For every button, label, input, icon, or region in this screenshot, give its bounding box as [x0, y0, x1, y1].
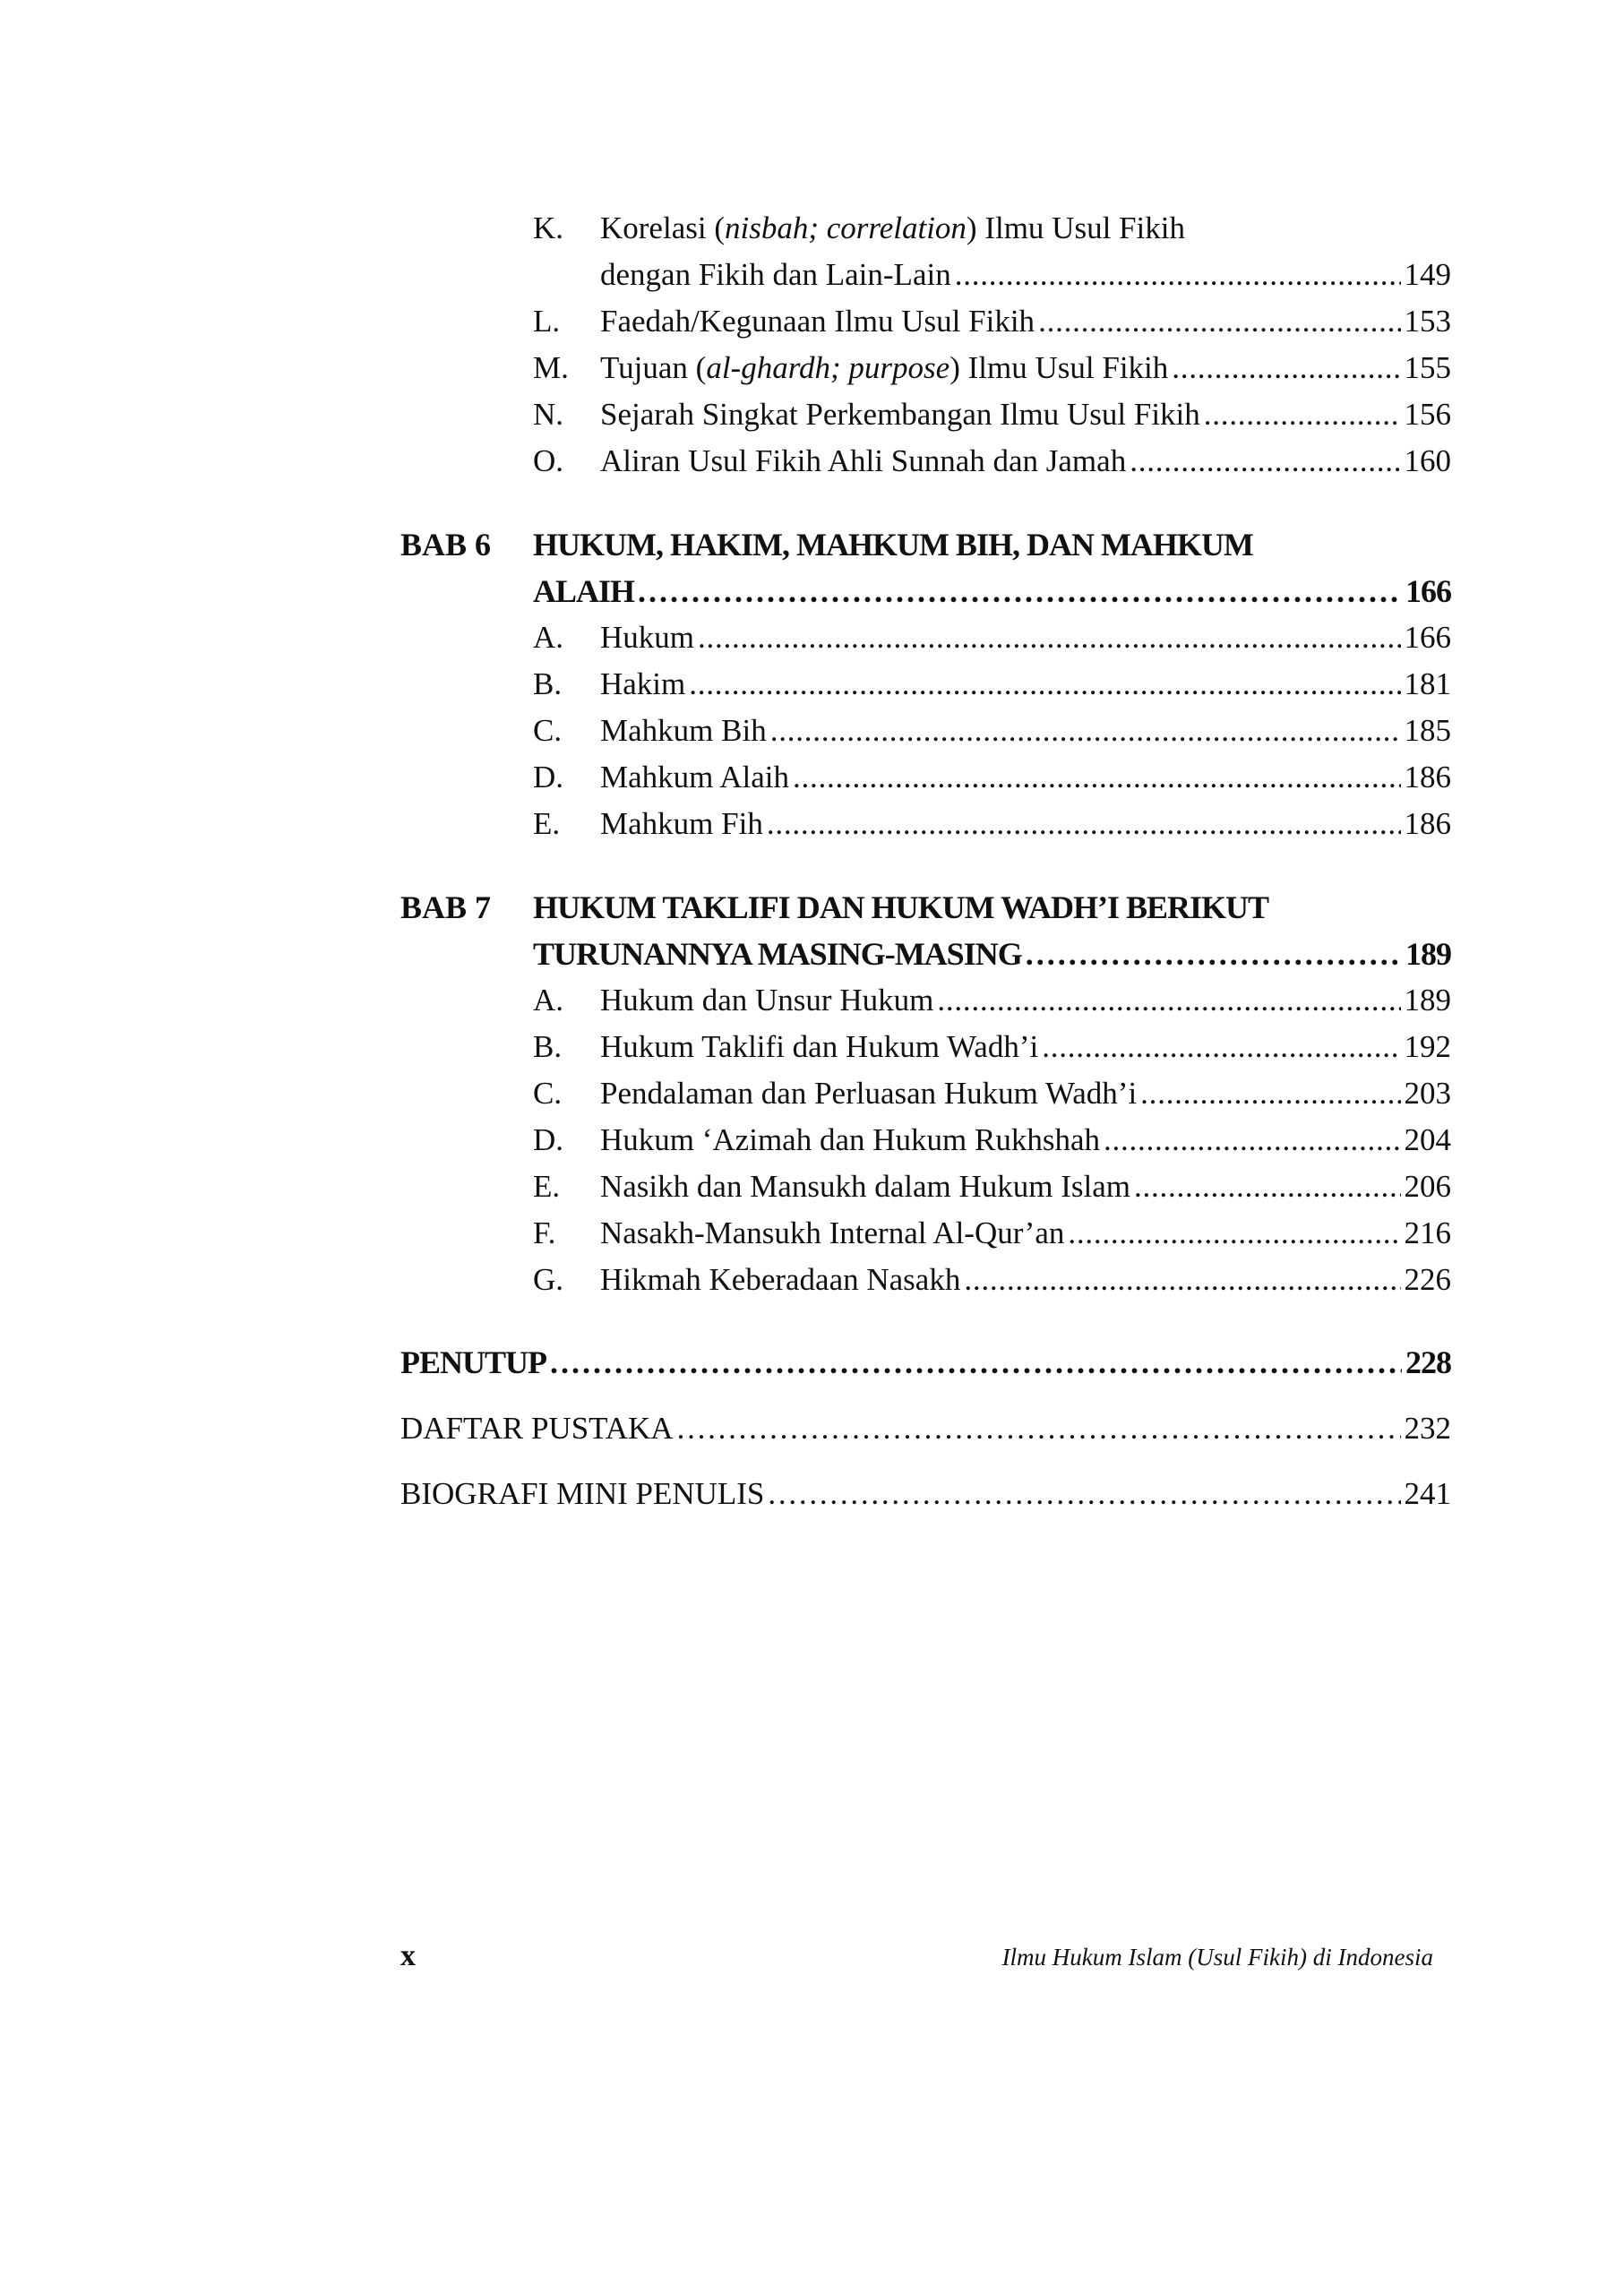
entry-title: Hukum — [600, 620, 694, 655]
entry-page: 216 — [1404, 1215, 1451, 1250]
entry-page: 186 — [1404, 760, 1451, 794]
entry-page: 186 — [1404, 806, 1451, 841]
entry-page: 204 — [1404, 1122, 1451, 1157]
entry-title: Nasikh dan Mansukh dalam Hukum Islam — [600, 1169, 1130, 1204]
entry-letter: O. — [533, 443, 564, 478]
entry-letter: C. — [533, 1076, 563, 1111]
toc-entry-k-cont — [600, 253, 1451, 297]
leader-dots — [793, 755, 1401, 800]
entry-page: 189 — [1404, 983, 1451, 1018]
entry-page: 166 — [1404, 620, 1451, 655]
entry-title: Hukum ‘Azimah dan Hukum Rukhshah — [600, 1122, 1100, 1157]
entry-letter: B. — [533, 1029, 563, 1064]
toc-entry-6c — [533, 709, 1451, 753]
toc-entry-7a — [533, 978, 1451, 1023]
entry-page: 203 — [1404, 1076, 1451, 1111]
leader-dots — [770, 709, 1401, 753]
entry-page: 192 — [1404, 1029, 1451, 1064]
leader-dots — [767, 802, 1401, 846]
entry-page: 226 — [1404, 1262, 1451, 1297]
entry-letter: E. — [533, 806, 561, 841]
chapter-page: 166 — [1405, 573, 1451, 609]
leader-dots — [1134, 1164, 1401, 1209]
leader-dots — [1068, 1211, 1400, 1256]
toc-biografi — [400, 1472, 1451, 1516]
leader-dots — [698, 615, 1401, 660]
toc-entry-n — [533, 392, 1451, 437]
leader-dots — [955, 253, 1401, 297]
entry-title: Mahkum Alaih — [600, 760, 789, 794]
leader-dots — [1042, 1025, 1400, 1069]
entry-letter: D. — [533, 760, 564, 794]
entry-page: 149 — [1404, 257, 1451, 292]
entry-page: 156 — [1404, 397, 1451, 432]
entry-title: Mahkum Fih — [600, 806, 763, 841]
entry-letter: N. — [533, 397, 564, 432]
leader-dots — [550, 1340, 1402, 1385]
toc-penutup — [400, 1340, 1451, 1385]
entry-page: 153 — [1404, 304, 1451, 339]
entry-page: 185 — [1404, 713, 1451, 748]
leader-dots — [1130, 439, 1400, 484]
entry-letter: A. — [533, 620, 564, 655]
toc-entry-k — [533, 206, 1451, 251]
entry-title: Hikmah Keberadaan Nasakh — [600, 1262, 961, 1297]
entry-title: BIOGRAFI MINI PENULIS — [400, 1476, 765, 1511]
toc-entry-m — [533, 346, 1451, 391]
leader-dots — [689, 662, 1400, 707]
entry-title: Aliran Usul Fikih Ahli Sunnah dan Jamah — [600, 443, 1127, 478]
toc-entry-7d — [533, 1118, 1451, 1163]
chapter-title-6: HUKUM, HAKIM, MAHKUM BIH, DAN MAHKUM — [533, 527, 1253, 563]
entry-letter: A. — [533, 983, 564, 1018]
chapter-title-7-cont — [533, 932, 1451, 976]
entry-page: 206 — [1404, 1169, 1451, 1204]
entry-title: Korelasi (nisbah; correlation) Ilmu Usul Fikih — [600, 210, 1185, 245]
toc-entry-7b — [533, 1025, 1451, 1069]
leader-dots — [1204, 392, 1401, 437]
leader-dots — [937, 978, 1400, 1023]
entry-page: 160 — [1404, 443, 1451, 478]
leader-dots — [677, 1406, 1401, 1451]
toc-daftar-pustaka — [400, 1406, 1451, 1451]
leader-dots — [1172, 346, 1400, 391]
entry-title: Mahkum Bih — [600, 713, 767, 748]
leader-dots — [768, 1472, 1400, 1516]
entry-title: Sejarah Singkat Perkembangan Ilmu Usul Fikih — [600, 397, 1200, 432]
chapter-title-7: HUKUM TAKLIFI DAN HUKUM WADH’I BERIKUT — [533, 889, 1269, 925]
toc-entry-7f — [533, 1211, 1451, 1256]
chapter-title-line2: ALAIH — [533, 573, 635, 609]
entry-page: 155 — [1404, 350, 1451, 385]
chapter-label-6: BAB 6 — [400, 527, 492, 563]
footer-book-title: Ilmu Hukum Islam (Usul Fikih) di Indonesia — [1001, 1944, 1433, 1971]
chapter-label-7: BAB 7 — [400, 889, 492, 925]
entry-letter: C. — [533, 713, 563, 748]
entry-title: PENUTUP — [400, 1344, 546, 1380]
entry-title: Tujuan (al-ghardh; purpose) Ilmu Usul Fikih — [600, 350, 1169, 385]
entry-letter: K. — [533, 210, 564, 245]
toc-entry-o — [533, 439, 1451, 484]
entry-page: 232 — [1404, 1411, 1451, 1446]
entry-letter: G. — [533, 1262, 564, 1297]
toc-entry-6a — [533, 615, 1451, 660]
entry-page: 241 — [1404, 1476, 1451, 1511]
entry-letter: D. — [533, 1122, 564, 1157]
entry-title: Hukum dan Unsur Hukum — [600, 983, 934, 1018]
chapter-title-line2: TURUNANNYA MASING-MASING — [533, 936, 1022, 972]
entry-letter: M. — [533, 350, 569, 385]
toc-entry-7e — [533, 1164, 1451, 1209]
entry-title-cont: dengan Fikih dan Lain-Lain — [600, 257, 951, 292]
entry-title: Faedah/Kegunaan Ilmu Usul Fikih — [600, 304, 1035, 339]
entry-letter: F. — [533, 1215, 556, 1250]
entry-letter: E. — [533, 1169, 561, 1204]
leader-dots — [1026, 932, 1402, 976]
toc-entry-7g — [533, 1258, 1451, 1302]
toc-entry-l — [533, 299, 1451, 344]
leader-dots — [1104, 1118, 1401, 1163]
entry-letter: L. — [533, 304, 561, 339]
chapter-title-6-cont — [533, 569, 1451, 614]
toc-entry-6d — [533, 755, 1451, 800]
entry-page: 181 — [1404, 666, 1451, 701]
leader-dots — [964, 1258, 1400, 1302]
entry-title: Pendalaman dan Perluasan Hukum Wadh’i — [600, 1076, 1138, 1111]
entry-title: Hakim — [600, 666, 686, 701]
toc-entry-6e — [533, 802, 1451, 846]
toc-entry-6b — [533, 662, 1451, 707]
chapter-page: 189 — [1405, 936, 1451, 972]
toc-entry-7c — [533, 1071, 1451, 1116]
footer-page-number: x — [400, 1939, 416, 1972]
leader-dots — [1038, 299, 1400, 344]
entry-title: DAFTAR PUSTAKA — [400, 1411, 674, 1446]
leader-dots — [1140, 1071, 1400, 1116]
entry-page: 228 — [1405, 1344, 1451, 1380]
leader-dots — [638, 569, 1402, 614]
entry-title: Nasakh-Mansukh Internal Al-Qur’an — [600, 1215, 1065, 1250]
entry-letter: B. — [533, 666, 563, 701]
entry-title: Hukum Taklifi dan Hukum Wadh’i — [600, 1029, 1039, 1064]
